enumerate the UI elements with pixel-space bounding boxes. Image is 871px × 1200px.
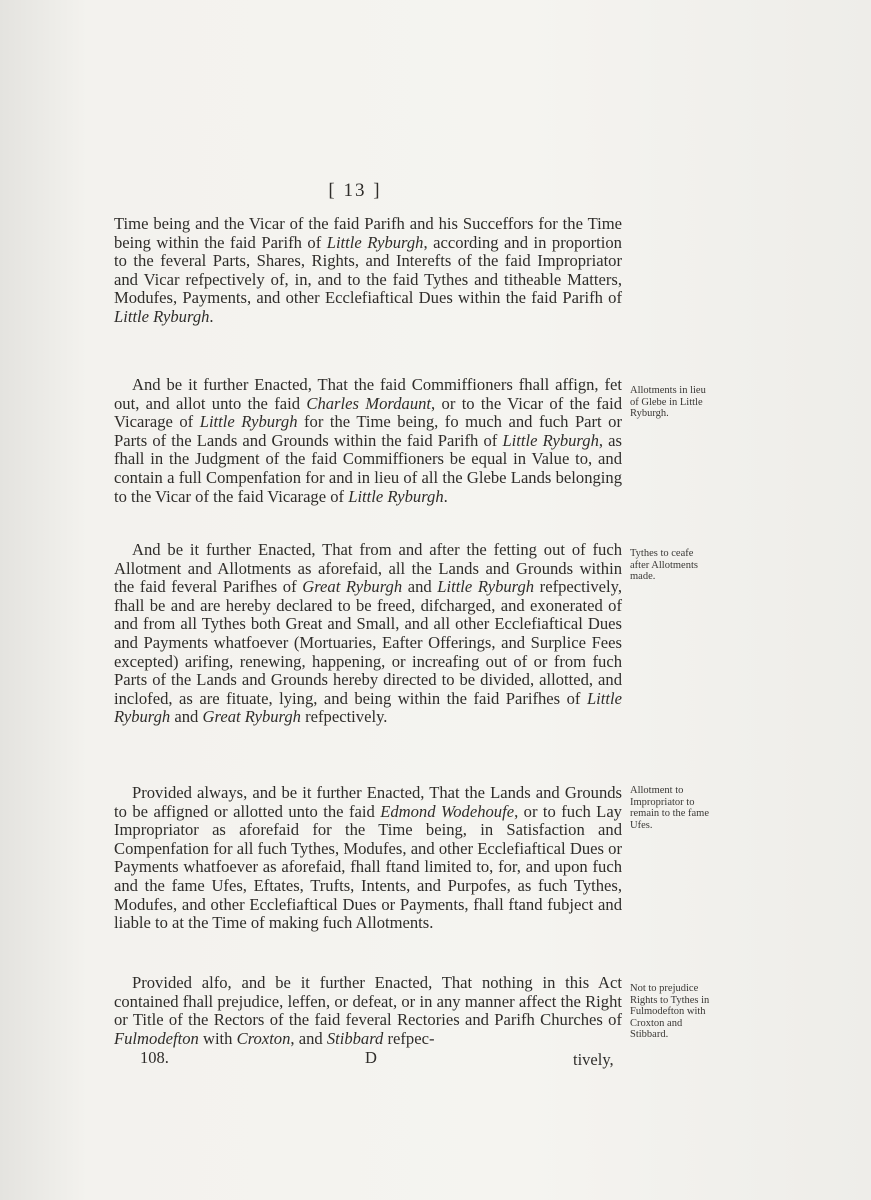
- page-number: [ 13 ]: [328, 180, 382, 201]
- paragraph-text: Provided always, and be it further Enacted, That the Lands and Grounds to be affigned or allotted unto the faid Edmond Wodehoufe, or to fuch Lay Impropriator as aforefaid for the Time being, in Satisfaction and Compenfation for all fuch Tythes, Modufes, and other Ecclefiaftical Dues or Payments whatfoever as aforefaid, fhall ftand limited to, for, and upon fuch and the fame Ufes, Eftates, Trufts, Intents, and Purpofes, as fuch Tythes, Modufes, and other Ecclefiaftical Dues or Payments, fhall ftand fubject and liable to at the Time of making fuch Allotments.: [114, 783, 622, 933]
- paragraph-text: Provided alfo, and be it further Enacted, That nothing in this Act contained fhall prejudice, leffen, or defeat, or in any manner affect the Right or Title of the Rectors of the faid feveral Rectories and Parifh Churches of Fulmodefton with Croxton, and Stibbard refpec-: [114, 973, 622, 1048]
- paragraph-text: And be it further Enacted, That from and after the fetting out of fuch Allotment and Allotments as aforefaid, all the Lands and Grounds within the faid feveral Parifhes of Great Ryburgh and Little Ryburgh refpectively, fhall be and are hereby declared to be freed, difcharged, and exonerated of and from all Tythes both Great and Small, and all other Ecclefiaftical Dues and Payments whatfoever (Mortuaries, Eafter Offerings, and Surplice Fees excepted) arifing, renewing, happening, or increafing out of or from fuch Parts of the Lands and Grounds hereby directed to be divided, allotted, and inclofed, as are fituate, lying, and being within the faid Parifhes of Little Ryburgh and Great Ryburgh refpectively.: [114, 540, 622, 727]
- margin-note-glebe: Allotments in lieu of Glebe in Little Ryburgh.: [630, 385, 706, 420]
- paragraph-text: And be it further Enacted, That the faid Commiffioners fhall affign, fet out, and allot unto the faid Charles Mordaunt, or to the Vicar of the faid Vicarage of Little Ryburgh for the Time being, fo much and fuch Part or Parts of the Lands and Grounds within the faid Parifh of Little Ryburgh, as fhall in the Judgment of the faid Commiffioners be equal in Value to, and contain a full Compenfation for and in lieu of all the Glebe Lands belonging to the Vicar of the faid Vicarage of Little Ryburgh.: [114, 375, 622, 506]
- body-paragraph-3: [114, 541, 622, 754]
- paragraph-text: Time being and the Vicar of the faid Parifh and his Succeffors for the Time being within the faid Parifh of Little Ryburgh, according and in proportion to the feveral Parts, Shares, Rights, and Interefts of the faid Impropriator and Vicar refpectively of, in, and to the faid Tythes and titheable Matters, Modufes, Payments, and other Ecclefiaftical Dues within the faid Parifh of Little Ryburgh.: [114, 214, 622, 326]
- margin-note-rights: Not to prejudice Rights to Tythes in Fulmodefton with Croxton and Stibbard.: [630, 983, 710, 1041]
- body-paragraph-2: [114, 376, 622, 533]
- margin-note-tythes-cease: Tythes to ceafe after Allotments made.: [630, 548, 698, 583]
- catchword: tively,: [573, 1050, 614, 1069]
- body-paragraph-4: [114, 784, 622, 960]
- margin-note-impropriator: Allotment to Impropriator to remain to the fame Ufes.: [630, 785, 710, 831]
- body-paragraph-1: [114, 215, 622, 354]
- signature-number: 108.: [140, 1048, 169, 1067]
- signature-letter: D: [365, 1048, 377, 1067]
